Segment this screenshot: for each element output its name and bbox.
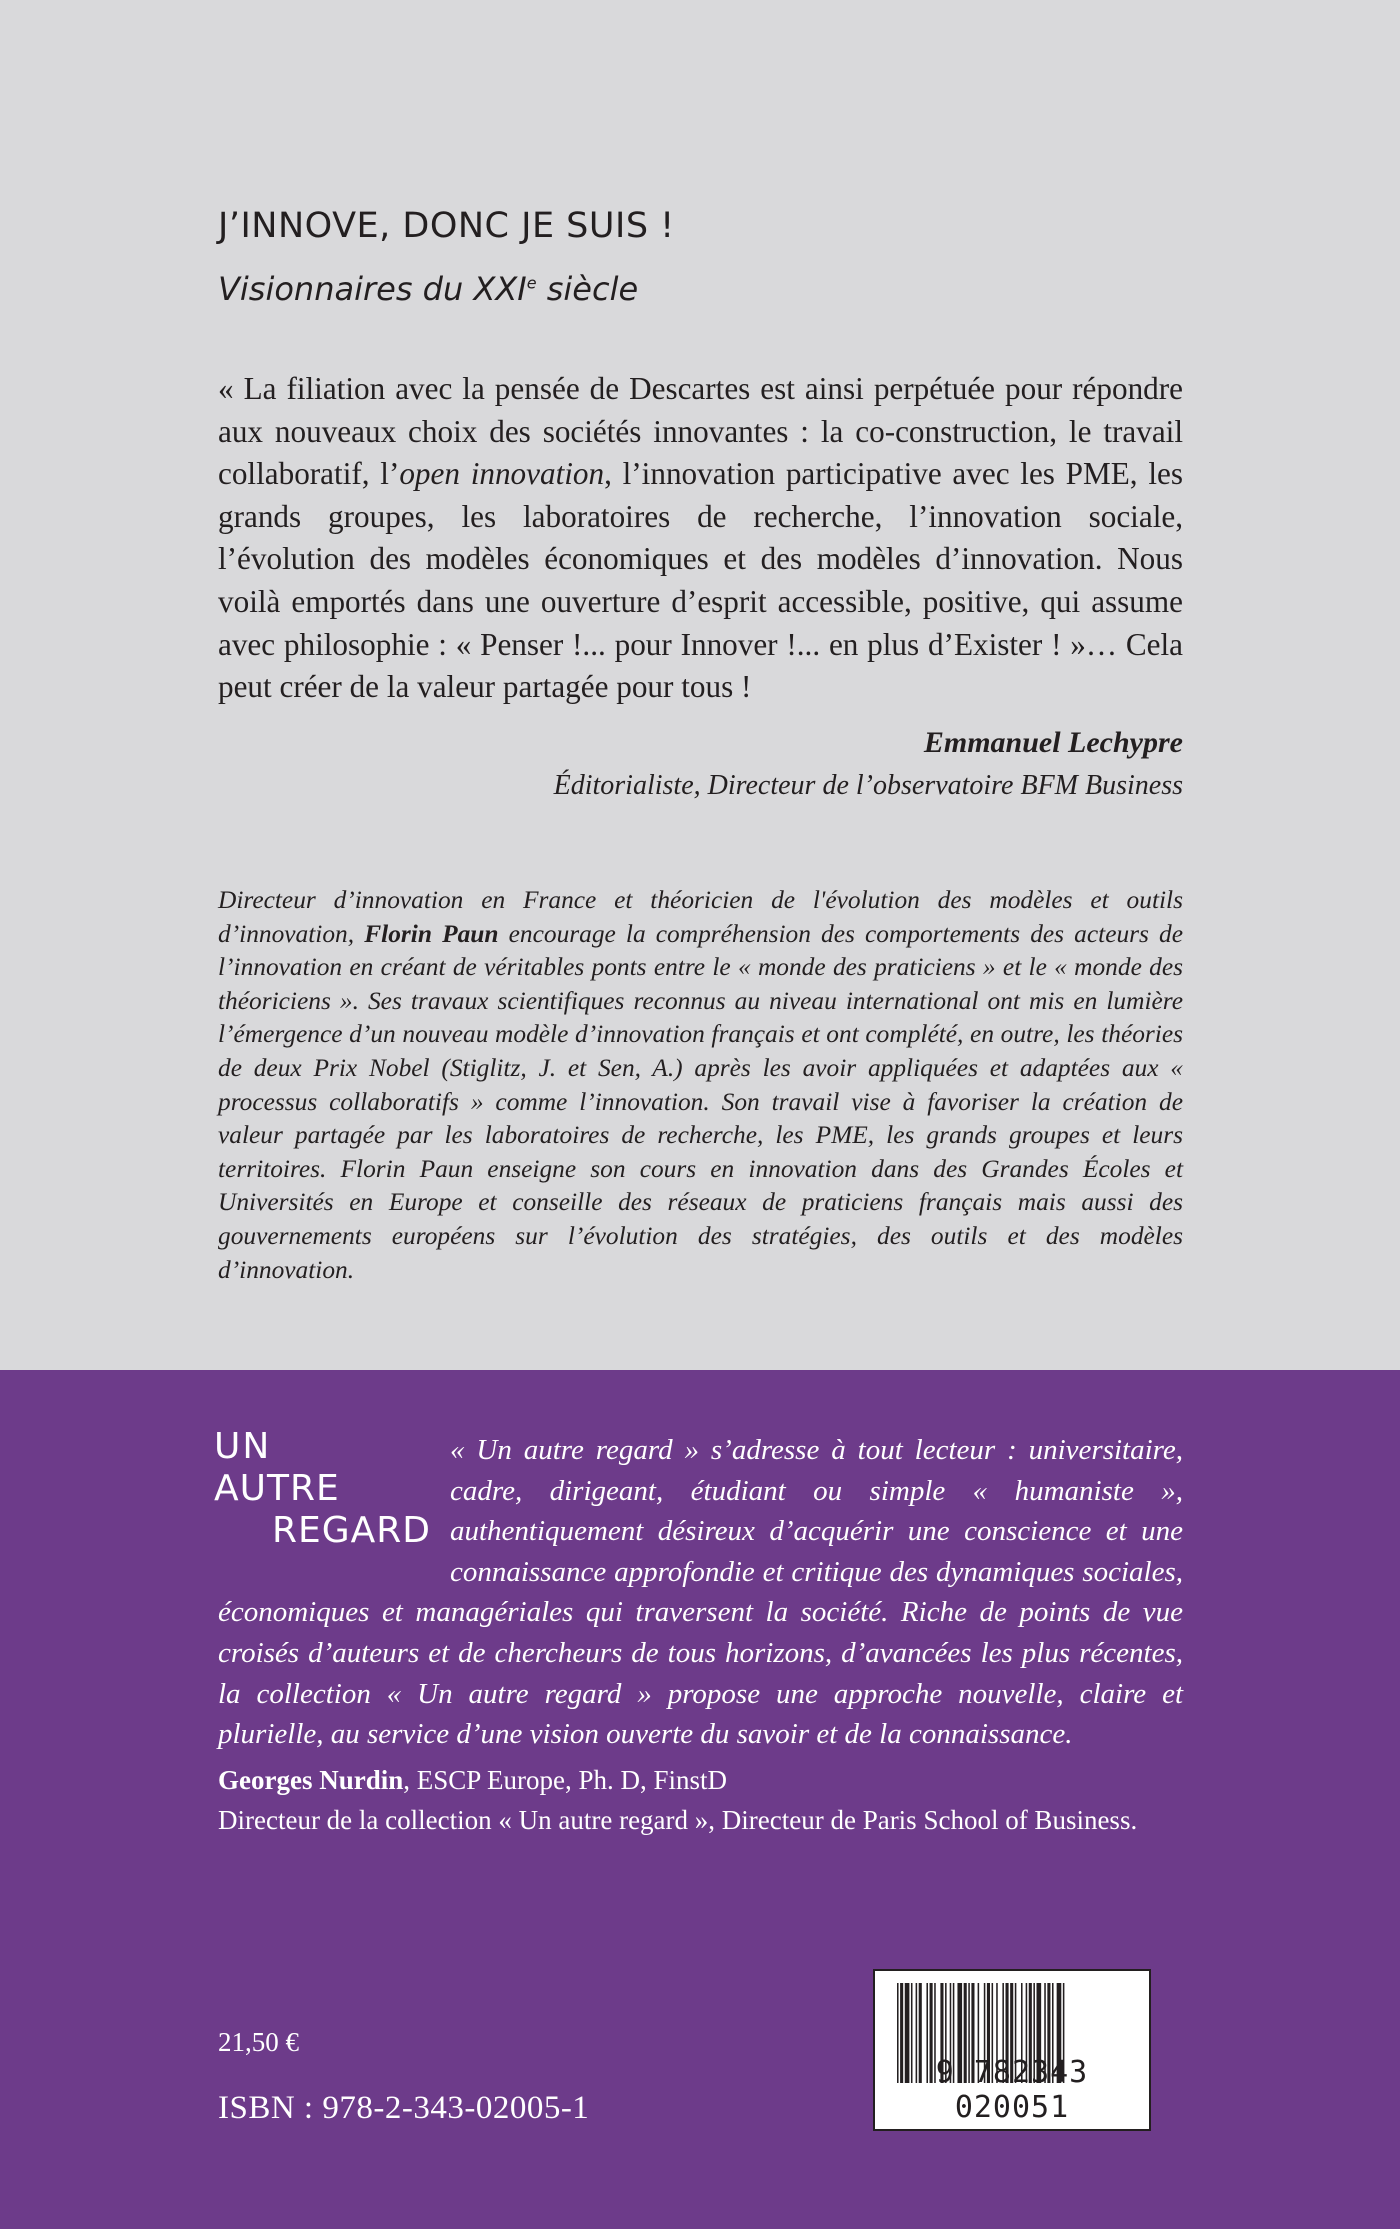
book-subtitle: [218, 270, 638, 308]
collection-text: « Un autre regard » s’adresse à tout lecteur : universitaire, cadre, dirigeant, étudiant ou simple « humaniste », authentiquement désireux d’acquérir une conscience et une connaissance approfondie et critique des dynamiques sociales, économiques et managériales qui traversent la société. Riche de points de vue croisés d’auteurs et de chercheurs de tous horizons, d’avancées les plus récentes, la collection « Un autre regard » propose une approche nouvelle, claire et plurielle, au service d’une vision ouverte du savoir et de la connaissance.: [218, 1434, 1183, 1751]
subtitle-main: Visionnaires du XXI: [218, 270, 527, 308]
director-affiliation: , ESCP Europe, Ph. D, FinstD: [403, 1765, 728, 1795]
collection-description: [218, 1430, 1183, 1755]
subtitle-superscript: e: [526, 273, 537, 293]
quote-part-2: , l’innovation participative avec les PME, les grands groupes, les laboratoires de recherche, l’innovation sociale, l’évolution des modèles économiques et des modèles d’innovation. Nous voilà emportés dans une ouverture d’esprit accessible, positive, qui assume avec philosophie : « Penser !... pour Innover !... en plus d’Exister ! »… Cela peut créer de la valeur partagée pour tous !: [218, 456, 1183, 705]
bio-author-name: Florin Paun: [364, 919, 499, 948]
logo-spacer: [218, 1430, 450, 1580]
quote-part-1: « La filiation avec la pensée de Descartes est ainsi perpétuée pour répondre aux nouveaux choix des sociétés innovantes : la co-construction, le travail collaboratif, l’: [218, 371, 1183, 492]
logo-line-3: REGARD: [272, 1510, 432, 1551]
director-role: Directeur de la collection « Un autre regard », Directeur de Paris School of Business.: [218, 1805, 1138, 1835]
endorsement-quote: [218, 368, 1183, 709]
author-bio: [218, 884, 1183, 1287]
director-name: Georges Nurdin: [218, 1765, 404, 1795]
logo-line-1: UN: [214, 1426, 272, 1467]
quote-author: Emmanuel Lechypre: [923, 726, 1183, 759]
collection-director: [218, 1760, 1137, 1840]
bio-part-1: Directeur d’innovation en France et théoricien de l'évolution des modèles et outils d’innovation,: [218, 886, 1183, 948]
director-line-1: [218, 1760, 1137, 1800]
quote-author-role: Éditorialiste, Directeur de l’observatoire BFM Business: [553, 770, 1183, 801]
price: 21,50 €: [218, 2027, 299, 2057]
logo-line-2: AUTRE: [214, 1468, 340, 1509]
barcode: [873, 1969, 1151, 2131]
subtitle-tail: siècle: [536, 270, 639, 308]
barcode-digits: 9 782343 020051: [935, 2055, 1089, 2125]
bio-part-2: encourage la compréhension des comportements des acteurs de l’innovation en créant de véritables ponts entre le « monde des praticiens » et le « monde des théoriciens ». Ses travaux scientifiques reconnus au niveau international ont mis en lumière l’émergence d’un nouveau modèle d’innovation français et ont complété, en outre, les théories de deux Prix Nobel (Stiglitz, J. et Sen, A.) après les avoir appliquées et adaptées aux « processus collaboratifs » comme l’innovation. Son travail vise à favoriser la création de valeur partagée par les laboratoires de recherche, les PME, les grands groupes et leurs territoires. Florin Paun enseigne son cours en innovation dans des Grandes Écoles et Universités en Europe et conseille des réseaux de praticiens français mais aussi des gouvernements européens sur l’évolution des stratégies, des outils et des modèles d’innovation.: [218, 919, 1183, 1284]
book-title: J’INNOVE, DONC JE SUIS !: [218, 206, 675, 246]
quote-emphasis: open innovation: [399, 456, 605, 492]
isbn: ISBN : 978-2-343-02005-1: [218, 2090, 590, 2126]
